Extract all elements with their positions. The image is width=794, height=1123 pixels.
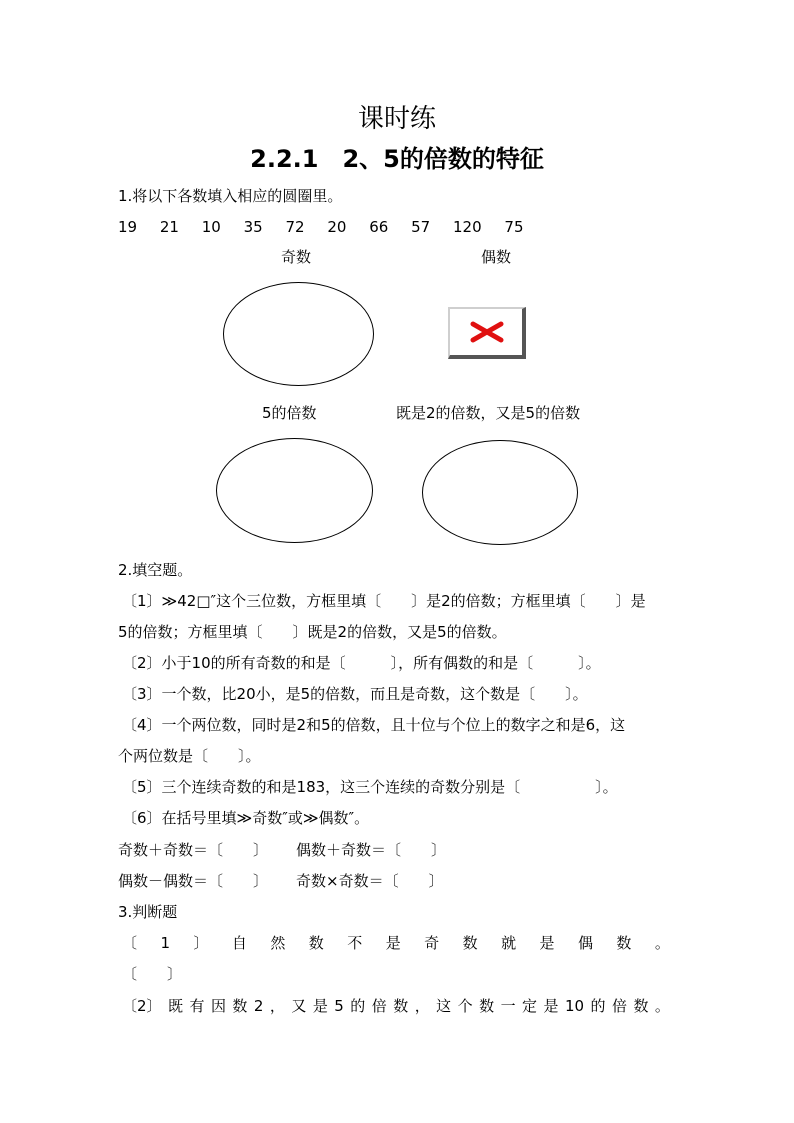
multiple-of-5-circle <box>216 438 373 543</box>
q2-item-3: 〔3〕一个数，比20小，是5的倍数，而且是奇数，这个数是〔 〕。 <box>122 685 588 703</box>
judgement-1-answer-bracket: 〔 〕 <box>122 965 183 983</box>
even-label: 偶数 <box>481 248 512 266</box>
number-item: 57 <box>411 218 431 236</box>
q2-item-4-cont: 个两位数是〔 〕。 <box>118 747 261 765</box>
even-plus-odd: 偶数＋奇数＝〔 〕 <box>296 841 447 859</box>
q2-item-4: 〔4〕一个两位数，同时是2和5的倍数，且十位与个位上的数字之和是6，这 <box>122 716 626 734</box>
q2-item-1: 〔1〕≫42□″这个三位数，方框里填〔 〕是2的倍数；方框里填〔 〕是 <box>122 592 646 610</box>
q2-prompt: 2.填空题。 <box>118 561 193 579</box>
q2-item-2: 〔2〕小于10的所有奇数的和是〔 〕，所有偶数的和是〔 〕。 <box>122 654 601 672</box>
number-list <box>118 217 542 237</box>
q2-item-5: 〔5〕三个连续奇数的和是183，这三个连续的奇数分别是〔 〕。 <box>122 778 618 796</box>
number-item: 35 <box>243 218 263 236</box>
number-item: 21 <box>159 218 179 236</box>
multiple-of-2-and-5-label: 既是2的倍数，又是5的倍数 <box>396 404 581 422</box>
q2-item-1-cont: 5的倍数；方框里填〔 〕既是2的倍数，又是5的倍数。 <box>118 623 507 641</box>
broken-image-icon <box>448 307 526 359</box>
number-item: 75 <box>504 218 524 236</box>
even-minus-even: 偶数－偶数＝〔 〕 <box>118 872 269 890</box>
q1-prompt: 1.将以下各数填入相应的圆圈里。 <box>118 187 343 205</box>
multiple-of-5-label: 5的倍数 <box>262 404 317 422</box>
lesson-title: 2.2.1 2、5的倍数的特征 <box>250 145 544 173</box>
odd-label: 奇数 <box>281 248 312 266</box>
odd-circle <box>223 282 374 386</box>
multiple-of-2-and-5-circle <box>422 440 578 545</box>
number-item: 19 <box>118 218 138 236</box>
q3-prompt: 3.判断题 <box>118 903 178 921</box>
odd-times-odd: 奇数×奇数＝〔 〕 <box>296 872 444 890</box>
number-item: 10 <box>201 218 221 236</box>
judgement-1: 〔 1 〕 自 然 数 不 是 奇 数 就 是 偶 数 。 <box>122 934 670 952</box>
judgement-2: 〔2〕 既 有 因 数 2 ， 又 是 5 的 倍 数 ， 这 个 数 一 定 是 10 的 倍 数 。 <box>122 997 670 1015</box>
number-item: 120 <box>453 218 482 236</box>
q2-item-6: 〔6〕在括号里填≫奇数″或≫偶数″。 <box>122 809 370 827</box>
odd-plus-odd: 奇数＋奇数＝〔 〕 <box>118 841 269 859</box>
number-item: 66 <box>369 218 389 236</box>
number-item: 72 <box>285 218 305 236</box>
number-item: 20 <box>327 218 347 236</box>
worksheet-title: 课时练 <box>357 104 436 134</box>
